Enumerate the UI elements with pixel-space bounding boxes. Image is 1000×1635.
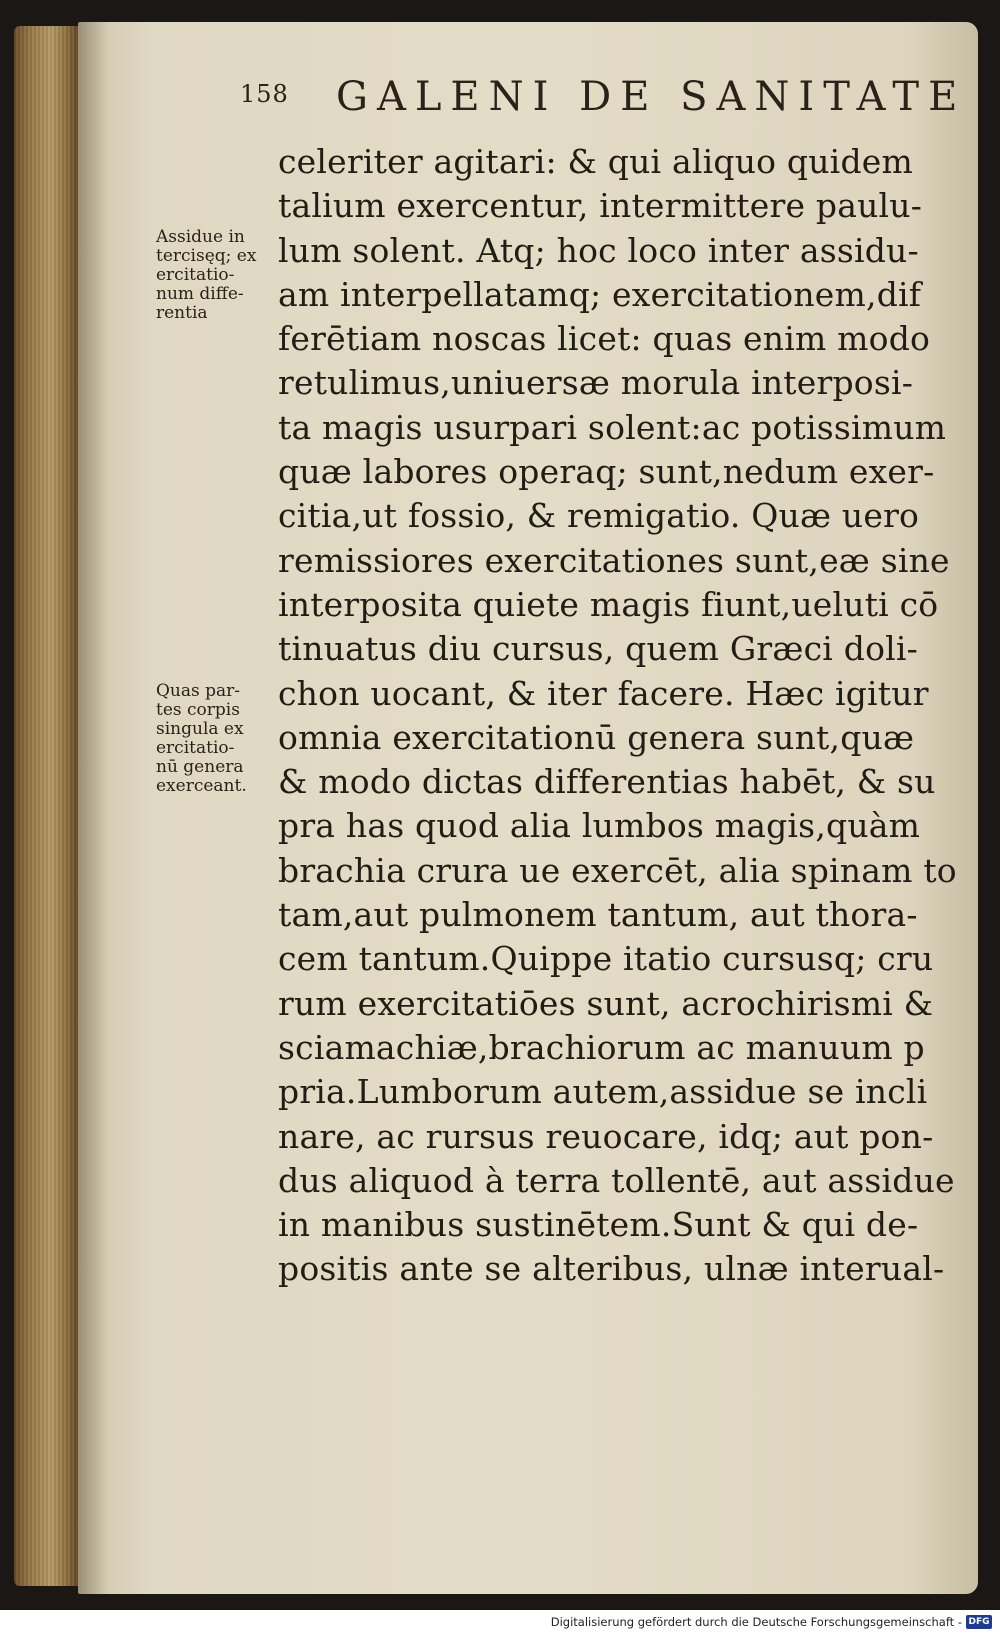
text-line: ferētiam noscas licet: quas enim modo: [278, 319, 931, 359]
margin-note-line: ercitatio-: [156, 738, 235, 758]
running-title: GALENI DE SANITATE: [336, 74, 967, 120]
funding-credit: Digitalisierung gefördert durch die Deutsche Forschungsgemeinschaft -: [550, 1615, 962, 1629]
margin-note-line: Assidue in: [156, 227, 245, 247]
margin-note-line: nū genera: [156, 757, 244, 777]
spine-shadow: [78, 22, 108, 1594]
margin-note-line: ercitatio-: [156, 265, 235, 285]
margin-note-line: num diffe-: [156, 284, 244, 304]
text-line: am interpellatamq; exercitationem,dif: [278, 274, 922, 314]
text-line: retulimus,uniuersæ morula interposi-: [278, 363, 914, 403]
text-line: nare, ac rursus reuocare, idq; aut pon-: [278, 1116, 934, 1156]
book-page: [78, 22, 978, 1594]
text-line: sciamachiæ,brachiorum ac manuum p: [278, 1027, 925, 1067]
text-line: tam,aut pulmonem tantum, aut thora-: [278, 895, 918, 935]
margin-note-line: exerceant.: [156, 776, 247, 796]
text-line: positis ante se alteribus, ulnæ interual-: [278, 1249, 945, 1289]
footer-bar: [0, 1610, 1000, 1635]
text-line: & modo dictas differentias habēt, & su: [278, 762, 936, 802]
text-line: interposita quiete magis fiunt,ueluti cō: [278, 584, 939, 624]
book-page-edges: [14, 26, 82, 1586]
text-line: in manibus sustinētem.Sunt & qui de-: [278, 1205, 919, 1245]
margin-note-line: tercisęq; ex: [156, 246, 257, 266]
margin-note-line: tes corpis: [156, 700, 240, 720]
text-line: ta magis usurpari solent:ac potissimum: [278, 407, 947, 447]
text-line: quæ labores operaq; sunt,nedum exer-: [278, 452, 935, 492]
margin-note-line: rentia: [156, 303, 208, 323]
text-line: rum exercitatiōes sunt, acrochirismi &: [278, 983, 934, 1023]
margin-note-line: Quas par-: [156, 681, 241, 701]
margin-note: [156, 682, 286, 796]
dfg-logo-icon: DFG: [966, 1615, 992, 1629]
body-text: [278, 140, 978, 1292]
page-header: [240, 74, 980, 134]
margin-note: [156, 228, 286, 323]
text-line: tinuatus diu cursus, quem Græci doli-: [278, 629, 918, 669]
text-line: talium exercentur, intermittere paulu-: [278, 186, 923, 226]
text-line: brachia crura ue exercēt, alia spinam to: [278, 850, 957, 890]
page-number: 158: [240, 80, 289, 108]
margin-note-line: singula ex: [156, 719, 244, 739]
text-line: omnia exercitationū genera sunt,quæ: [278, 717, 915, 757]
text-line: cem tantum.Quippe itatio cursusq; cru: [278, 939, 934, 979]
text-line: pria.Lumborum autem,assidue se incli: [278, 1072, 928, 1112]
text-line: remissiores exercitationes sunt,eæ sine: [278, 540, 950, 580]
text-line: celeriter agitari: & qui aliquo quidem: [278, 142, 913, 181]
text-line: citia,ut fossio, & remigatio. Quæ uero: [278, 496, 920, 536]
text-line: lum solent. Atq; hoc loco inter assidu-: [278, 230, 919, 270]
text-line: chon uocant, & iter facere. Hæc igitur: [278, 673, 929, 713]
text-line: pra has quod alia lumbos magis,quàm: [278, 806, 921, 846]
text-line: dus aliquod à terra tollentē, aut assidue: [278, 1160, 955, 1200]
